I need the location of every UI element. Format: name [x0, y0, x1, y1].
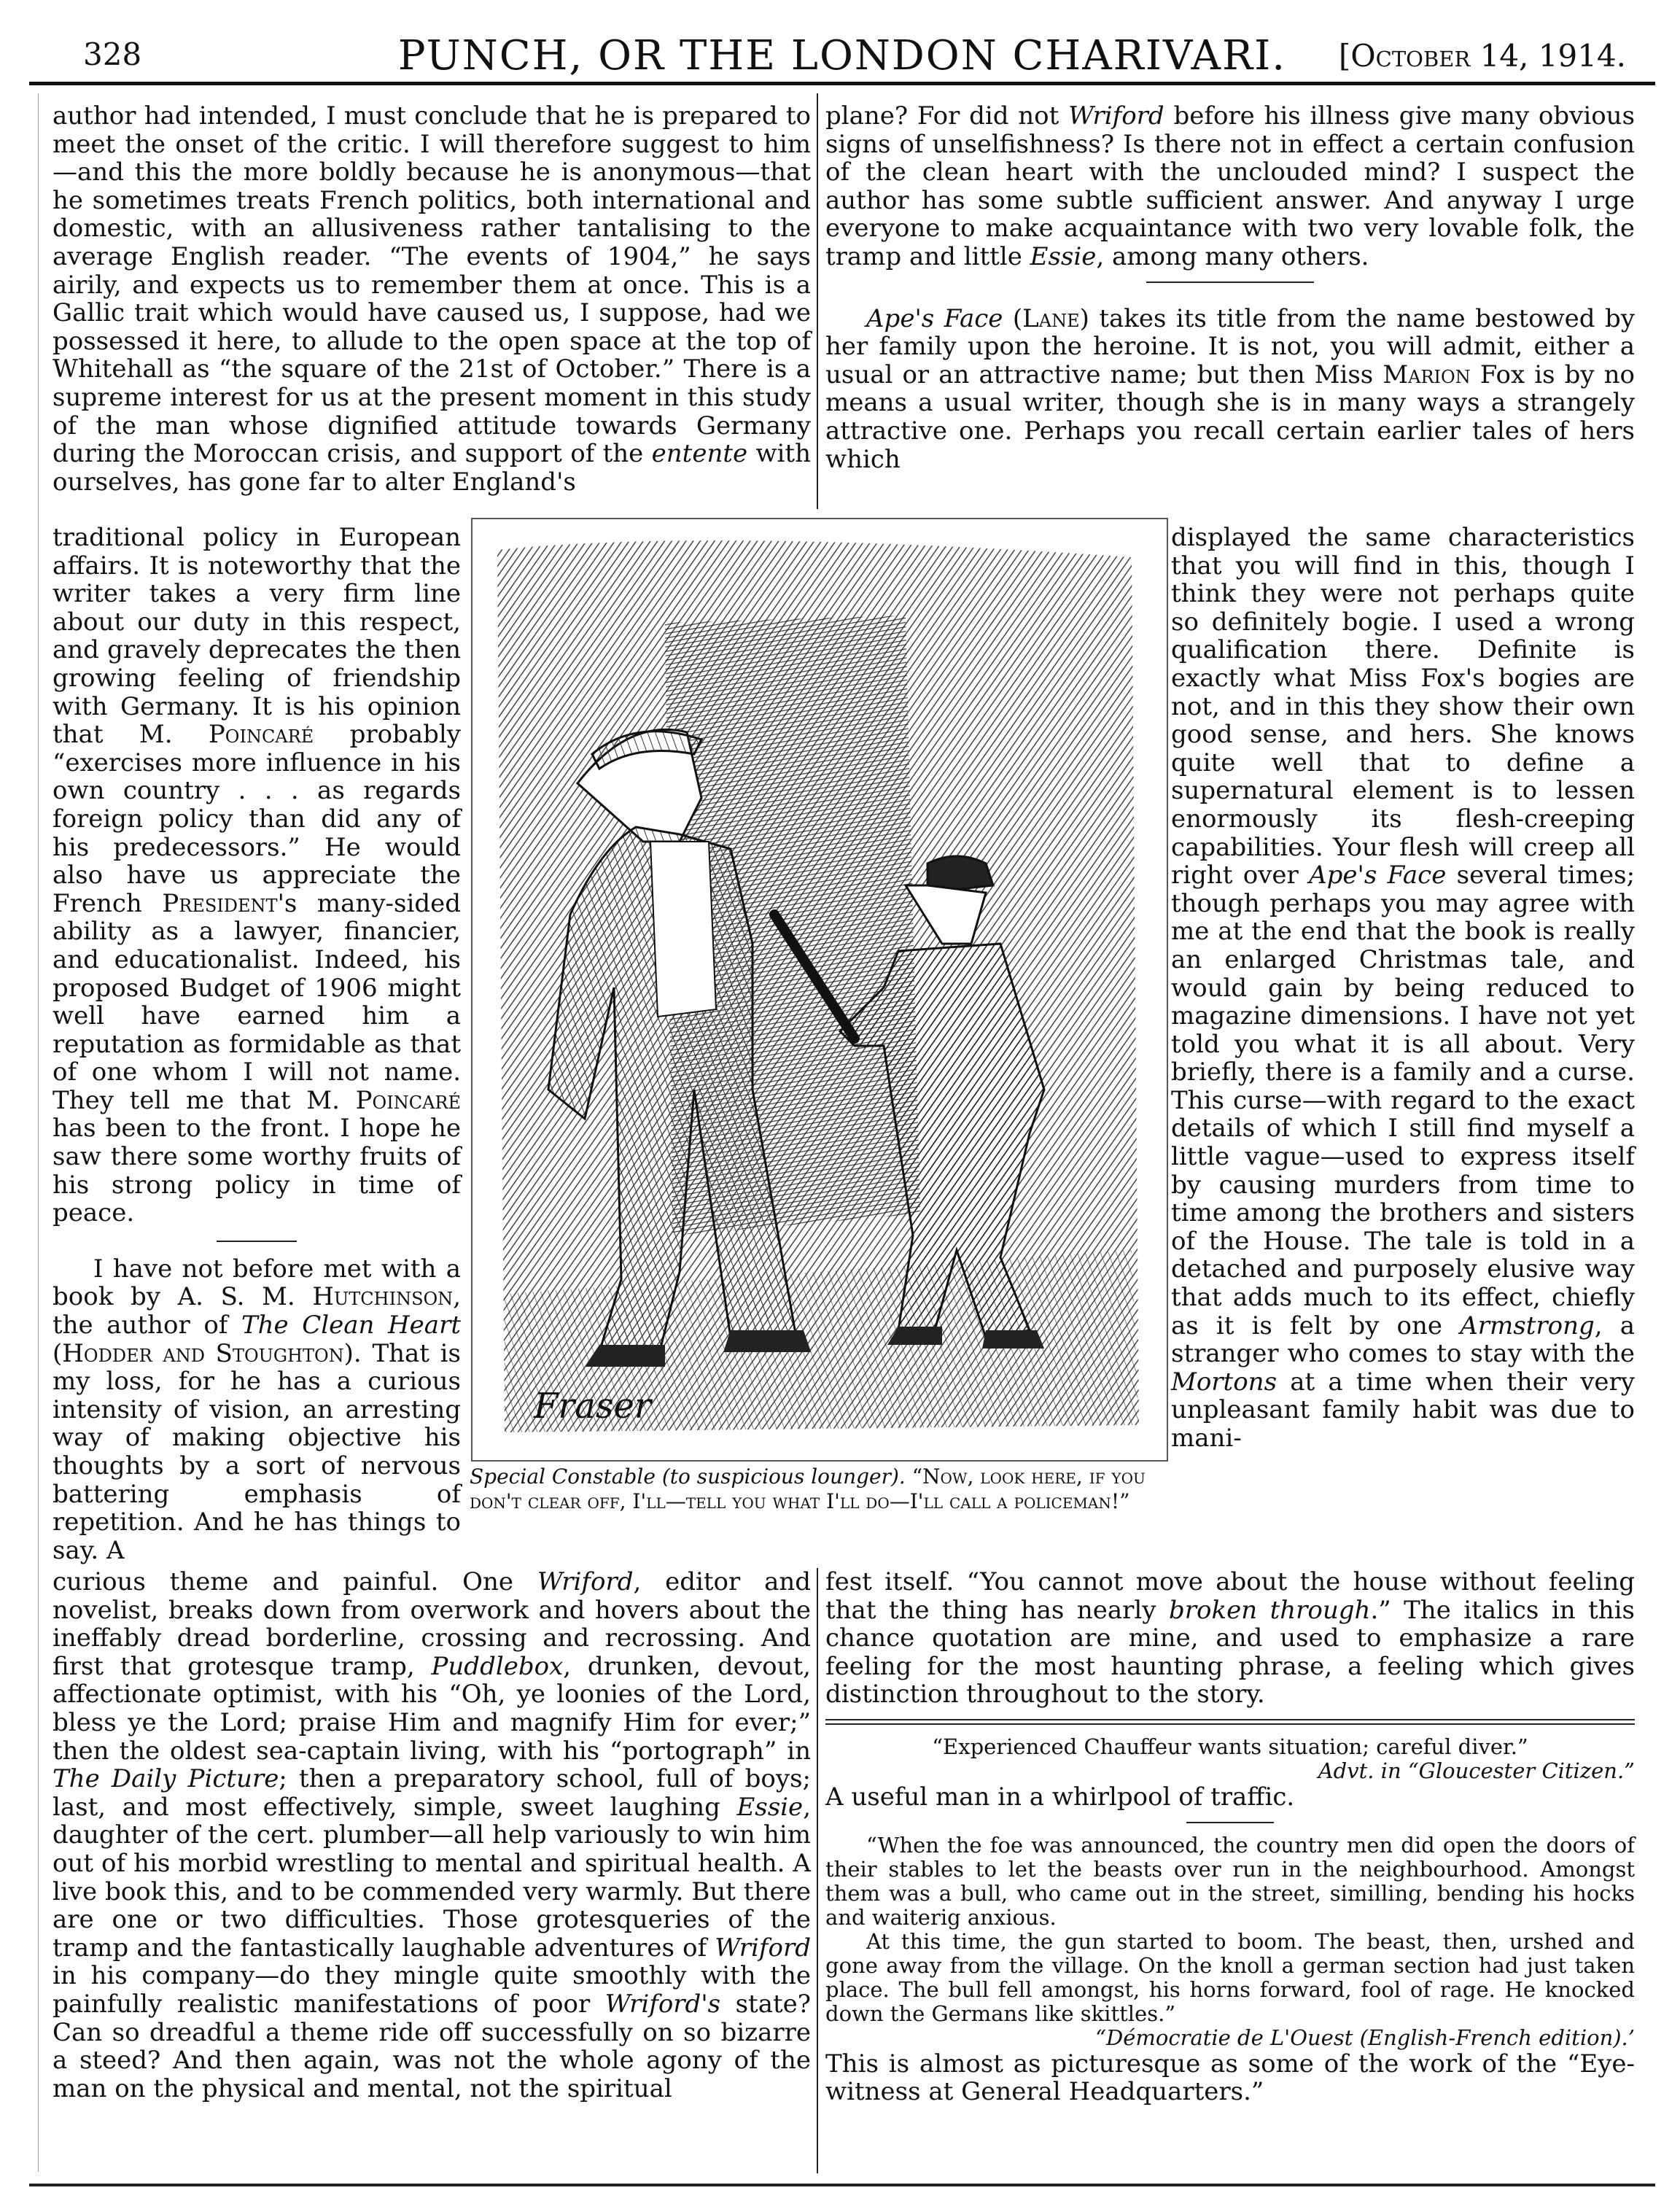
left-column-top — [52, 102, 811, 496]
cartoon-drawing — [490, 535, 1149, 1444]
section-double-rule-a — [825, 1719, 1635, 1720]
cartoon-illustration — [471, 518, 1168, 1462]
page-number: 328 — [83, 36, 142, 72]
review-2-body: curious theme and painful. One Wriford, editor and novelist, breaks down from overwork and hovers about the ineffably dread borderline, crossing and recrossing. And first that grotesque tramp, Puddlebox, drunken, devout, affectionate optimist, with his “Oh, ye loonies of the Lord, bless ye the Lord; praise Him and magnify Him for ever;” then the oldest sea-captain living, with his “portograph” in The Daily Picture; then a preparatory school, full of boys; last, and most effectively, simple, sweet laughing Essie, daughter of the cert. plumber—all help variously to win him out of his morbid wrestling to mental and spiritual health. A live book this, and to be commended very warmly. But there are one or two difficulties. Those grotesqueries of the tramp and the fantastically laughable adventures of Wriford in his company—do they mingle quite smoothly with the painfully realistic manifestations of poor Wriford's state? Can so dreadful a theme ride off successfully on so bizarre a steed? And then again, was not the whole agony of the man on the physical and mental, not the spiritual — [52, 1567, 811, 2103]
masthead-title: PUNCH, OR THE LONDON CHARIVARI. — [397, 32, 1287, 79]
page-header — [29, 29, 1655, 85]
right-column-bottom — [825, 1568, 1635, 2106]
section-separator — [1186, 1822, 1274, 1823]
right-column-wrap — [1171, 524, 1635, 1453]
column-divider-bottom — [817, 1568, 818, 2173]
left-margin-rule — [38, 93, 39, 2172]
column-divider-top — [817, 93, 818, 509]
right-column-top — [825, 102, 1635, 473]
chauffeur-quote: “Experienced Chauffeur wants situation; careful diver.” — [932, 1734, 1528, 1759]
chauffeur-comment: A useful man in a whirlpool of traffic. — [825, 1782, 1295, 1812]
review-3-end: fest itself. “You cannot move about the house without feeling that the thing has nearly broken through.” The italics in this chance quotation are mine, and used to emphasize a rare feeling for the most haunting phrase, a feeling which gives distinction throughout to the story. — [825, 1567, 1635, 1710]
bull-quote-1: “When the foe was announced, the country men did open the doors of their stables to let the beasts over run in the neighbourhood. Amongst them was a bull, who came out in the street, similling, bending his hocks and waiterig anxious. — [825, 1832, 1635, 1930]
review-separator-1 — [217, 1241, 297, 1242]
issue-date: [October 14, 1914. — [1338, 38, 1626, 74]
page-footer-rule — [29, 2184, 1655, 2186]
review-2-intro: I have not before met with a book by A. S. M. Hutchinson, the author of The Clean Heart (Hodder and Stoughton). That is my loss, for he has a curious intensity of vision, an arresting way of making objective his thoughts by a sort of nervous battering emphasis of repetition. And he has things to say. A — [52, 1254, 461, 1565]
review-3-wrap: displayed the same characteristics that you will find in this, though I think they were not perhaps quite so definitely bogie. I used a wrong qualification there. Definite is exactly what Miss Fox's bogies are not, and in this they show their own good sense, and hers. She knows quite well that to define a supernatural element is to lessen enormously its flesh-creeping capabilities. Your flesh will creep all right over Ape's Face several times; though perhaps you may agree with me at the end that the book is really an enlarged Christmas tale, and would gain by being reduced to magazine dimensions. I have not yet told you what it is all about. Very briefly, there is a family and a curse. This curse—with regard to the exact details of which I still find myself a little vague—used to express itself by causing murders from time to time among the brothers and sisters of the House. The tale is told in a detached and purposely elusive way that adds much to its effect, chiefly as it is felt by one Armstrong, a stranger who comes to stay with the Mortons at a time when their very unpleasant family habit was due to mani- — [1171, 523, 1636, 1453]
artist-signature: Fraser — [534, 1386, 651, 1427]
left-column-bottom — [52, 1568, 811, 2103]
review-2-conclusion: plane? For did not Wriford before his illness give many obvious signs of unselfishness? Is there not in effect a certain confusion of the clean heart with the unclouded mind? I suspect the author has some subtle sufficient answer. And anyway I urge everyone to make acquaintance with two very lovable folk, the tramp and little Essie, among many others. — [825, 101, 1636, 271]
bull-source: “Démocratie de L'Ouest (English-French edition).’ — [1095, 2025, 1635, 2050]
chauffeur-source: Advt. in “Gloucester Citizen.” — [1318, 1758, 1635, 1783]
review-1-continuation: author had intended, I must conclude that he is prepared to meet the onset of the critic. I will therefore suggest to him—and this the more boldly because he is anonymous—that he sometimes treats French politics, both international and domestic, with an allusiveness rather tantalising to the average English reader. “The events of 1904,” he says airily, and expects us to remember them at once. This is a Gallic trait which would have caused us, I suppose, had we possessed it here, to allude to the open space at the top of Whitehall as “the square of the 21st of October.” There is a supreme interest for us at the present moment in this study of the man whose dignified attitude towards Germany during the Moroccan crisis, and support of the entente with ourselves, has gone far to alter England's — [52, 101, 811, 497]
review-3-intro: Ape's Face (Lane) takes its title from the name bestowed by her family upon the heroine. It is not, you will admit, either a usual or an attractive name; but then Miss Marion Fox is by no means a usual writer, though she is in many ways a strangely attractive one. Perhaps you recall certain earlier tales of hers which — [825, 303, 1636, 474]
caption-speech: “Now, look here, if you don't clear off, I'll—tell you what I'll do—I'll call a policeman!” — [470, 1464, 1146, 1513]
section-double-rule-b — [825, 1723, 1635, 1725]
bull-comment: This is almost as picturesque as some of the work of the “Eye-witness at General Headquarters.” — [825, 2049, 1635, 2107]
review-separator-2 — [1146, 282, 1314, 283]
bull-quote-2: At this time, the gun started to boom. The beast, then, urshed and gone away from the village. On the knoll a german section had just taken place. The bull fell amongst, his horns forward, fool of rage. He knocked down the Germans like skittles.” — [825, 1928, 1635, 2026]
review-1-wrap: traditional policy in European affairs. It is noteworthy that the writer takes a very firm line about our duty in this respect, and gravely deprecates the then growing feeling of friendship with Germany. It is his opinion that M. Poincaré probably “exercises more influence in his own country . . . as regards foreign policy than did any of his predecessors.” He would also have us appreciate the French President's many-sided ability as a lawyer, financier, and educationalist. Indeed, his proposed Budget of 1906 might well have earned him a reputation as formidable as that of one whom I will not name. They tell me that M. Poincaré has been to the front. I hope he saw there some worthy fruits of his strong policy in time of peace. — [52, 523, 461, 1228]
left-column-wrap — [52, 524, 461, 1564]
caption-speaker: Special Constable (to suspicious lounger). — [470, 1464, 906, 1489]
illustration-caption — [470, 1464, 1170, 1514]
